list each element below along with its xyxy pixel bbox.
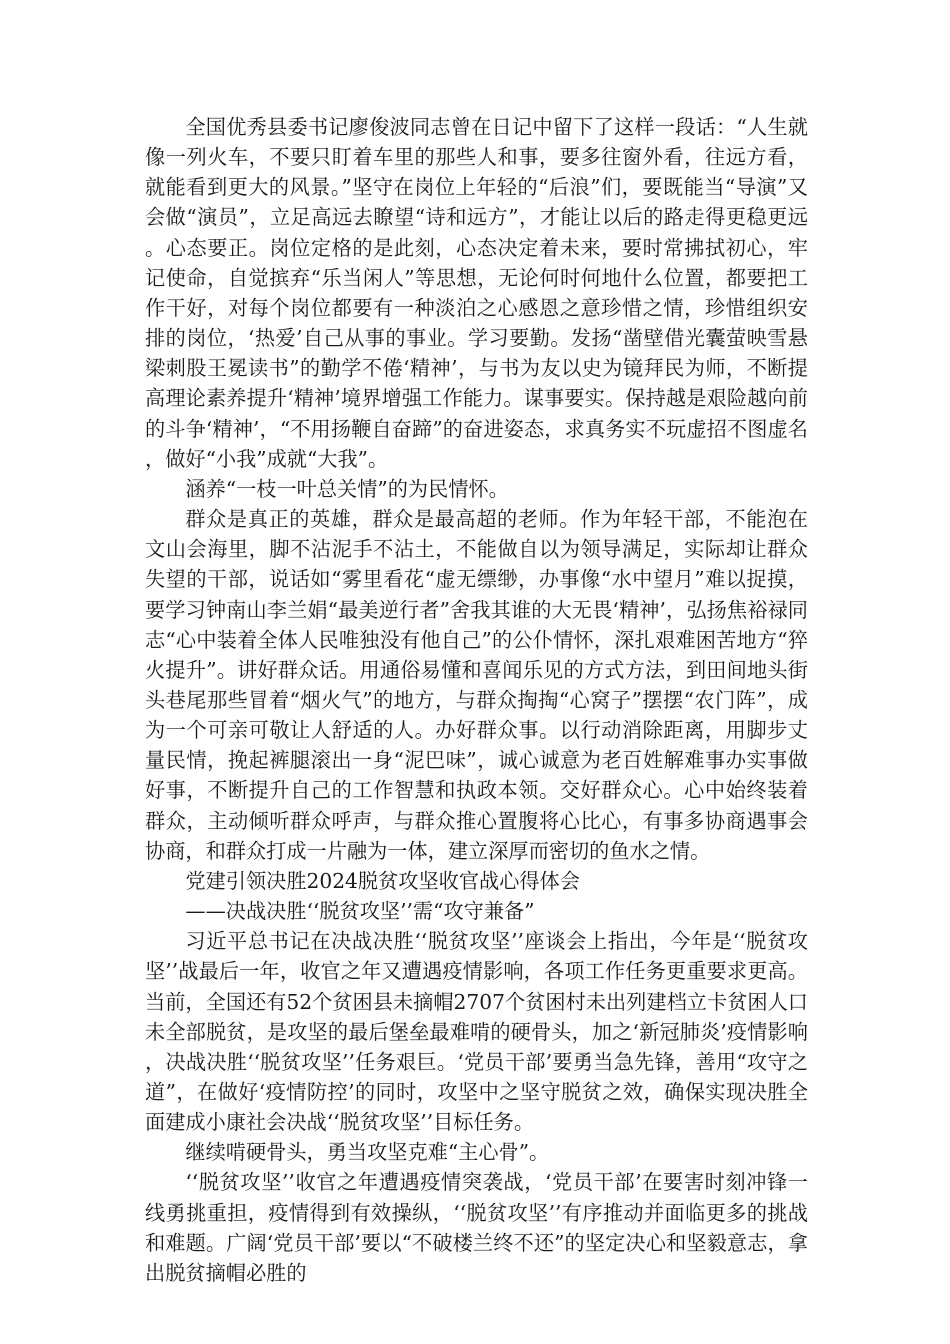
section-heading-people-feelings: 涵养“一枝一叶总关情”的为民情怀。 bbox=[185, 476, 509, 501]
article-title: 党建引领决胜2024脱贫攻坚收官战心得体会 bbox=[185, 868, 580, 893]
document-body bbox=[145, 112, 808, 1288]
paragraph-masses-heroes: 群众是真正的英雄，群众是最高超的老师。作为年轻干部，不能泡在文山会海里，脚不沾泥手不沾土，不能做自以为领导满足，实际却让群众失望的干部，说话如“雾里看花“虚无缥缈，办事像“水中望月”难以捉摸，要学习钟南山李兰娟“最美逆行者”舍我其谁的大无畏‘精神’，弘扬焦裕禄同志“心中装着全体人民唯独没有他自己”的公仆情怀，深扎艰难困苦地方“猝火提升”。讲好群众话。用通俗易懂和喜闻乐见的方式方法，到田间地头街头巷尾那些冒着“烟火气”的地方，与群众掏掏“心窝子”摆摆“农门阵”，成为一个可亲可敬让人舒适的人。办好群众事。以行动消除距离，用脚步丈量民情，挽起裤腿滚出一身“泥巴味”，诚心诚意为老百姓解难事办实事做好事，不断提升自己的工作智慧和执政本领。交好群众心。心中始终装着群众，主动倾听群众呼声，与群众推心置腹将心比心，有事多协商遇事会协商，和群众打成一片融为一体，建立深厚而密切的鱼水之情。 bbox=[145, 507, 808, 863]
paragraph-liao-junbo-quote: 全国优秀县委书记廖俊波同志曾在日记中留下了这样一段话：“人生就像一列火车，不要只盯着车里的那些人和事，要多往窗外看，往远方看，就能看到更大的风景。”坚守在岗位上年轻的“后浪”们，要既能当“导演”又会做“演员”，立足高远去瞭望“诗和远方”，才能让以后的路走得更稳更远。心态要正。岗位定格的是此刻，心态决定着未来，要时常拂拭初心，牢记使命，自觉摈弃“乐当闲人”等思想，无论何时何地什么位置，都要把工作干好，对每个岗位都要有一种淡泊之心感恩之意珍惜之情，珍惜组织安排的岗位，‘热爱’自己从事的事业。学习要勤。发扬“凿壁借光囊萤映雪悬梁刺股王冕读书”的勤学不倦‘精神’，与书为友以史为镜拜民为师，不断提高理论素养提升‘精神’境界增强工作能力。谋事要实。保持越是艰险越向前的斗争‘精神’，“不用扬鞭自奋蹄”的奋进姿态，求真务实不玩虚招不图虚名，做好“小我”成就“大我”。 bbox=[145, 115, 808, 471]
paragraph-final-year: ‘‘脱贫攻坚’’收官之年遭遇疫情突袭战，‘党员干部’在要害时刻冲锋一线勇挑重担，疫情得到有效操纵，‘‘脱贫攻坚’’有序推动并面临更多的挑战和难题。广阔‘党员干部’要以“不破楼兰终不还”的坚定决心和坚毅意志，拿出脱贫摘帽必胜的 bbox=[145, 1170, 808, 1285]
paragraph-xi-speech: 习近平总书记在决战决胜‘‘脱贫攻坚’’座谈会上指出，今年是‘‘脱贫攻坚’’战最后一年，收官之年又遭遇疫情影响，各项工作任务更重要求更高。当前，全国还有52个贫困县未摘帽2707个贫困村未出列建档立卡贫困人口未全部脱贫，是攻坚的最后堡垒最难啃的硬骨头，加之‘新冠肺炎’疫情影响，决战决胜‘‘脱贫攻坚’’任务艰巨。‘党员干部’要勇当急先锋，善用“攻守之道”，在做好‘疫情防控’的同时，攻坚中之坚守脱贫之效，确保实现决胜全面建成小康社会决战‘‘脱贫攻坚’’目标任务。 bbox=[145, 929, 808, 1135]
section-heading-hard-bones: 继续啃硬骨头，勇当攻坚克难“主心骨”。 bbox=[185, 1140, 550, 1165]
article-subtitle: ——决战决胜‘‘脱贫攻坚’’需“攻守兼备” bbox=[185, 899, 535, 924]
